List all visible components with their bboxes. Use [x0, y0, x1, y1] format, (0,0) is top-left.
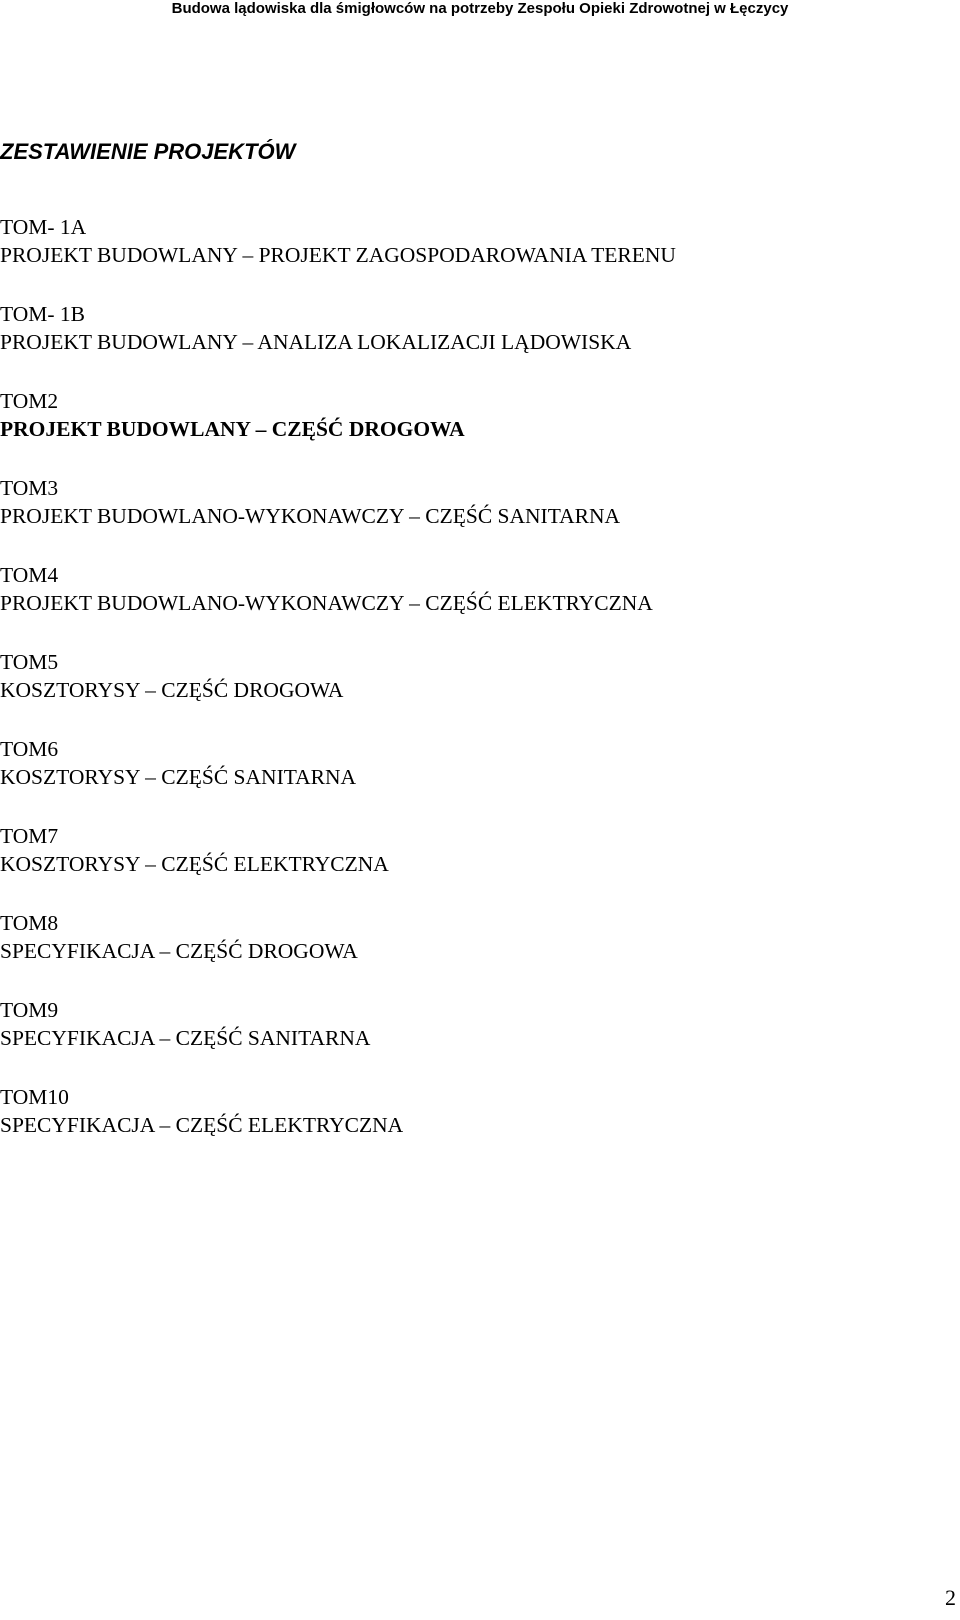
volume-description: SPECYFIKACJA – CZĘŚĆ DROGOWA [0, 939, 358, 963]
volume-description: PROJEKT BUDOWLANO-WYKONAWCZY – CZĘŚĆ SANITARNA [0, 504, 621, 528]
volume-code: TOM6 [0, 737, 59, 761]
volume-item-tom8 [0, 909, 676, 996]
page-number: 2 [945, 1585, 956, 1610]
volume-description: KOSZTORYSY – CZĘŚĆ SANITARNA [0, 765, 357, 789]
volume-item-tom3 [0, 474, 676, 561]
volume-description: SPECYFIKACJA – CZĘŚĆ SANITARNA [0, 1026, 371, 1050]
page-header: Budowa lądowiska dla śmigłowców na potrzeby Zespołu Opieki Zdrowotnej w Łęczycy [171, 0, 789, 17]
volume-description: PROJEKT BUDOWLANY – CZĘŚĆ DROGOWA [0, 417, 465, 441]
volume-item-tom4 [0, 561, 676, 648]
volume-code: TOM3 [0, 476, 59, 500]
volume-description: KOSZTORYSY – CZĘŚĆ DROGOWA [0, 678, 344, 702]
volume-item-tom2 [0, 387, 676, 474]
volume-description: PROJEKT BUDOWLANY – PROJEKT ZAGOSPODAROWANIA TERENU [0, 243, 676, 267]
volume-code: TOM8 [0, 911, 59, 935]
volume-item-tom7 [0, 822, 676, 909]
volume-list [0, 213, 676, 1170]
volume-description: SPECYFIKACJA – CZĘŚĆ ELEKTRYCZNA [0, 1113, 404, 1137]
volume-code: TOM5 [0, 650, 59, 674]
volume-code: TOM- 1A [0, 215, 87, 239]
volume-code: TOM2 [0, 389, 59, 413]
volume-code: TOM10 [0, 1085, 69, 1109]
volume-item-tom5 [0, 648, 676, 735]
volume-item-tom6 [0, 735, 676, 822]
volume-item-tom10 [0, 1083, 676, 1170]
volume-item-tom-1a [0, 213, 676, 300]
volume-code: TOM- 1B [0, 302, 86, 326]
volume-item-tom-1b [0, 300, 676, 387]
volume-code: TOM7 [0, 824, 59, 848]
volume-description: PROJEKT BUDOWLANY – ANALIZA LOKALIZACJI LĄDOWISKA [0, 330, 632, 354]
volume-description: KOSZTORYSY – CZĘŚĆ ELEKTRYCZNA [0, 852, 389, 876]
volume-code: TOM9 [0, 998, 59, 1022]
volume-description: PROJEKT BUDOWLANO-WYKONAWCZY – CZĘŚĆ ELEKTRYCZNA [0, 591, 653, 615]
document-title: ZESTAWIENIE PROJEKTÓW [0, 139, 296, 164]
volume-item-tom9 [0, 996, 676, 1083]
volume-code: TOM4 [0, 563, 59, 587]
